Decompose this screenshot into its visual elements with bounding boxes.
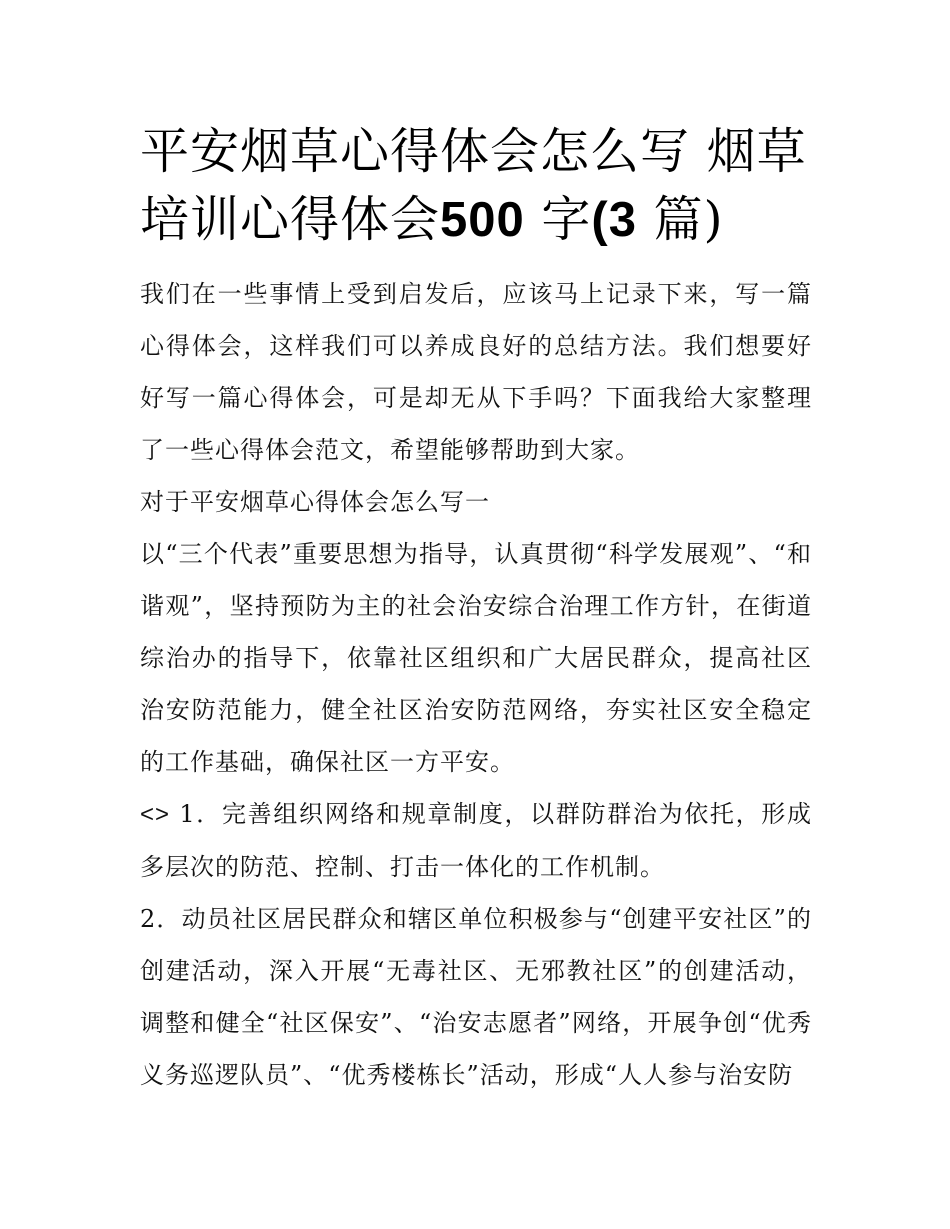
document-title (140, 118, 812, 254)
title-line-2-number: 500 (440, 193, 525, 247)
section-heading: 对于平安烟草心得体会怎么写一 (140, 488, 490, 516)
guideline-paragraph: 以“三个代表”重要思想为指导，认真贯彻“科学发展观”、“和谐观”，坚持预防为主的社会治安综合治理工作方针，在街道综治办的指导下，依靠社区组织和广大居民群众，提高社区治安防范能力，健全社区治安防范网络，夯实社区安全稳定的工作基础，确保社区一方平安。 (140, 540, 812, 776)
document-content (140, 118, 812, 1101)
title-line-2-prefix: 培训心得体会 (140, 191, 441, 248)
document-body (140, 268, 812, 1101)
list-item-1-text: 1．完善组织网络和规章制度，以群防群治为依托，形成多层次的防范、控制、打击一体化的工作机制。 (140, 800, 812, 881)
title-line-2-tail: 篇) (653, 191, 724, 248)
list-item-2: 2．动员社区居民群众和辖区单位积极参与“创建平安社区”的创建活动，深入开展“无毒社区、无邪教社区”的创建活动，调整和健全“社区保安”、“治安志愿者”网络，开展争创“优秀义务巡逻队员”、“优秀楼栋长”活动，形成“人人参与治安防 (140, 905, 812, 1089)
list-item-1 (140, 788, 812, 893)
title-line-1: 平安烟草心得体会怎么写 烟草 (140, 123, 807, 180)
list-marker: <> (140, 801, 171, 828)
title-line-2-paren-number: (3 (591, 193, 637, 247)
intro-paragraph: 我们在一些事情上受到启发后，应该马上记录下来，写一篇心得体会，这样我们可以养成良好的总结方法。我们想要好好写一篇心得体会，可是却无从下手吗？下面我给大家整理了一些心得体会范文，希望能够帮助到大家。 (140, 280, 812, 464)
title-line-2-word: 字 (541, 191, 592, 248)
